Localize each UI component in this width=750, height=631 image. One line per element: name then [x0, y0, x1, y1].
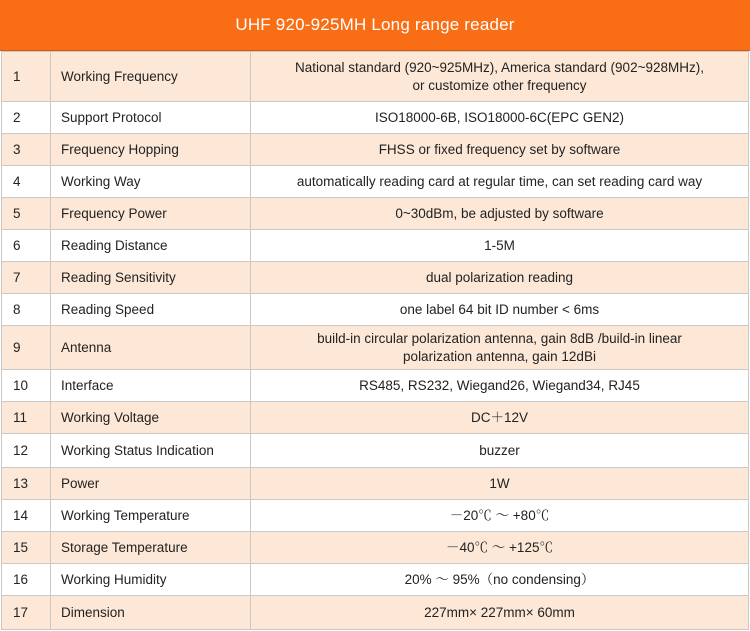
- row-number: 2: [2, 102, 51, 134]
- parameter-value: DC＋12V: [251, 402, 749, 434]
- spec-row: [2, 294, 749, 326]
- spec-table: [1, 51, 749, 630]
- parameter-value: dual polarization reading: [251, 262, 749, 294]
- parameter-value: RS485, RS232, Wiegand26, Wiegand34, RJ45: [251, 370, 749, 402]
- parameter-value: ISO18000-6B, ISO18000-6C(EPC GEN2): [251, 102, 749, 134]
- row-number: 16: [2, 564, 51, 596]
- spec-row: [2, 468, 749, 500]
- spec-row: [2, 564, 749, 596]
- row-number: 8: [2, 294, 51, 326]
- spec-row: [2, 596, 749, 630]
- parameter-value: －20℃ ～ +80℃: [251, 500, 749, 532]
- parameter-name: Working Voltage: [51, 402, 251, 434]
- parameter-value: FHSS or fixed frequency set by software: [251, 134, 749, 166]
- parameter-value: 0~30dBm, be adjusted by software: [251, 198, 749, 230]
- spec-row: [2, 102, 749, 134]
- spec-row: [2, 434, 749, 468]
- parameter-name: Working Way: [51, 166, 251, 198]
- parameter-name: Frequency Hopping: [51, 134, 251, 166]
- parameter-value: －40℃ ～ +125℃: [251, 532, 749, 564]
- row-number: 5: [2, 198, 51, 230]
- row-number: 13: [2, 468, 51, 500]
- row-number: 4: [2, 166, 51, 198]
- row-number: 6: [2, 230, 51, 262]
- parameter-value: National standard (920~925MHz), America standard (902~928MHz), or customize other frequency: [251, 52, 749, 102]
- spec-row: [2, 134, 749, 166]
- parameter-name: Interface: [51, 370, 251, 402]
- spec-row: [2, 500, 749, 532]
- spec-row: [2, 52, 749, 102]
- spec-row: [2, 532, 749, 564]
- parameter-name: Working Status Indication: [51, 434, 251, 468]
- parameter-name: Reading Distance: [51, 230, 251, 262]
- parameter-name: Frequency Power: [51, 198, 251, 230]
- parameter-value: one label 64 bit ID number < 6ms: [251, 294, 749, 326]
- row-number: 10: [2, 370, 51, 402]
- spec-row: [2, 370, 749, 402]
- row-number: 15: [2, 532, 51, 564]
- table-title: UHF 920-925MH Long range reader: [0, 0, 750, 51]
- parameter-name: Support Protocol: [51, 102, 251, 134]
- spec-row: [2, 402, 749, 434]
- parameter-value: 1W: [251, 468, 749, 500]
- parameter-value: automatically reading card at regular time, can set reading card way: [251, 166, 749, 198]
- spec-row: [2, 198, 749, 230]
- row-number: 3: [2, 134, 51, 166]
- parameter-name: Dimension: [51, 596, 251, 630]
- row-number: 12: [2, 434, 51, 468]
- parameter-value: 227mm× 227mm× 60mm: [251, 596, 749, 630]
- row-number: 17: [2, 596, 51, 630]
- spec-row: [2, 262, 749, 294]
- spec-row: [2, 326, 749, 370]
- parameter-name: Antenna: [51, 326, 251, 370]
- parameter-value: buzzer: [251, 434, 749, 468]
- row-number: 14: [2, 500, 51, 532]
- row-number: 1: [2, 52, 51, 102]
- parameter-value: build-in circular polarization antenna, gain 8dB /build-in linear polarization antenna, gain 12dBi: [251, 326, 749, 370]
- parameter-name: Power: [51, 468, 251, 500]
- row-number: 9: [2, 326, 51, 370]
- spec-row: [2, 166, 749, 198]
- spec-table-body: [2, 52, 749, 630]
- parameter-name: Working Temperature: [51, 500, 251, 532]
- parameter-name: Reading Sensitivity: [51, 262, 251, 294]
- parameter-value: 20% ～ 95%（no condensing）: [251, 564, 749, 596]
- row-number: 7: [2, 262, 51, 294]
- spec-row: [2, 230, 749, 262]
- parameter-name: Working Frequency: [51, 52, 251, 102]
- row-number: 11: [2, 402, 51, 434]
- parameter-name: Storage Temperature: [51, 532, 251, 564]
- parameter-value: 1-5M: [251, 230, 749, 262]
- parameter-name: Reading Speed: [51, 294, 251, 326]
- parameter-name: Working Humidity: [51, 564, 251, 596]
